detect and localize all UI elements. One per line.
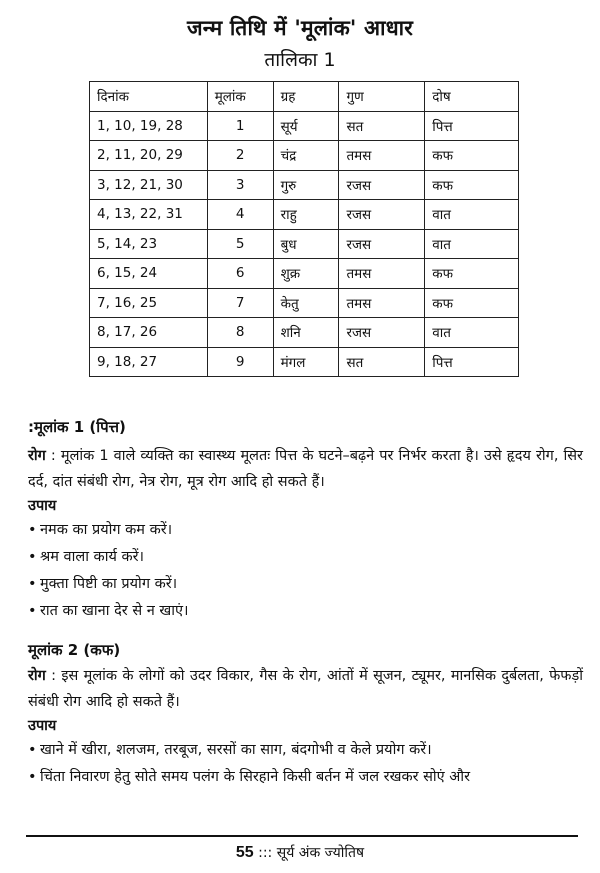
cell-planet: राहु	[273, 200, 339, 230]
cell-dosha: कफ	[425, 259, 519, 289]
cell-dosha: कफ	[425, 141, 519, 171]
column-header-date: दिनांक	[90, 82, 208, 112]
list-item: • चिंता निवारण हेतु सोते समय पलंग के सिरहाने किसी बर्तन में जल रखकर सोएं और	[28, 764, 583, 791]
upay-label: उपाय	[28, 718, 57, 734]
cell-dates: 6, 15, 24	[90, 259, 208, 289]
cell-dates: 7, 16, 25	[90, 288, 208, 318]
cell-planet: मंगल	[273, 347, 339, 377]
cell-dates: 3, 12, 21, 30	[90, 170, 208, 200]
list-item: • मुक्ता पिष्टी का प्रयोग करें।	[28, 571, 583, 598]
list-item: • खाने में खीरा, शलजम, तरबूज, सरसों का साग, बंदगोभी व केले प्रयोग करें।	[28, 737, 583, 764]
cell-guna: तमस	[339, 288, 425, 318]
bullet-icon: •	[28, 742, 37, 758]
cell-dosha: कफ	[425, 288, 519, 318]
table-row	[90, 141, 519, 171]
cell-guna: तमस	[339, 141, 425, 171]
cell-guna: रजस	[339, 318, 425, 348]
section-heading: मूलांक 2 (कफ)	[28, 641, 121, 659]
cell-guna: सत	[339, 111, 425, 141]
cell-dates: 8, 17, 26	[90, 318, 208, 348]
cell-mulank: 6	[207, 259, 273, 289]
cell-mulank: 5	[207, 229, 273, 259]
book-title: सूर्य अंक ज्योतिष	[276, 845, 365, 861]
cell-planet: बुध	[273, 229, 339, 259]
upay-label: उपाय	[28, 498, 57, 514]
cell-guna: सत	[339, 347, 425, 377]
section-mulank-2	[28, 640, 583, 791]
page-number: 55	[235, 844, 254, 861]
cell-mulank: 2	[207, 141, 273, 171]
rog-paragraph	[28, 663, 583, 715]
bullet-icon: •	[28, 603, 37, 619]
column-header-guna: गुण	[339, 82, 425, 112]
table-row	[90, 288, 519, 318]
bullet-icon: •	[28, 522, 37, 538]
cell-planet: शनि	[273, 318, 339, 348]
cell-planet: शुक्र	[273, 259, 339, 289]
cell-mulank: 1	[207, 111, 273, 141]
cell-dosha: वात	[425, 229, 519, 259]
cell-mulank: 9	[207, 347, 273, 377]
cell-planet: गुरु	[273, 170, 339, 200]
table-row	[90, 259, 519, 289]
table-row	[90, 111, 519, 141]
cell-dates: 1, 10, 19, 28	[90, 111, 208, 141]
cell-planet: चंद्र	[273, 141, 339, 171]
footer-divider	[26, 835, 578, 837]
cell-dosha: पित्त	[425, 347, 519, 377]
rog-label: रोग	[28, 448, 46, 464]
cell-guna: रजस	[339, 229, 425, 259]
cell-mulank: 7	[207, 288, 273, 318]
table-row	[90, 318, 519, 348]
cell-mulank: 3	[207, 170, 273, 200]
mulank-table	[89, 81, 519, 377]
cell-mulank: 8	[207, 318, 273, 348]
section-heading: :मूलांक 1 (पित्त)	[28, 418, 126, 436]
cell-dosha: पित्त	[425, 111, 519, 141]
cell-dosha: कफ	[425, 170, 519, 200]
cell-dates: 5, 14, 23	[90, 229, 208, 259]
table-header-row	[90, 82, 519, 112]
list-item: • श्रम वाला कार्य करें।	[28, 544, 583, 571]
cell-planet: सूर्य	[273, 111, 339, 141]
cell-guna: रजस	[339, 170, 425, 200]
rog-paragraph	[28, 443, 583, 495]
rog-label: रोग	[28, 668, 46, 684]
footer-separator: :::	[258, 845, 273, 861]
table-caption: तालिका 1	[264, 49, 336, 71]
table-row	[90, 170, 519, 200]
bullet-icon: •	[28, 549, 37, 565]
list-item: • रात का खाना देर से न खाएं।	[28, 598, 583, 625]
cell-dosha: वात	[425, 200, 519, 230]
page-title: जन्म तिथि में 'मूलांक' आधार	[186, 16, 414, 40]
page-footer	[0, 843, 600, 862]
table-row	[90, 229, 519, 259]
cell-dosha: वात	[425, 318, 519, 348]
section-mulank-1	[28, 417, 583, 625]
rog-text: : मूलांक 1 वाले व्यक्ति का स्वास्थ्य मूलतः पित्त के घटने–बढ़ने पर निर्भर करता है। उसे हृदय रोग, सिर दर्द, दांत संबंधी रोग, नेत्र रोग, मूत्र रोग आदि हो सकते हैं।	[28, 448, 583, 490]
cell-dates: 9, 18, 27	[90, 347, 208, 377]
cell-dates: 2, 11, 20, 29	[90, 141, 208, 171]
cell-planet: केतु	[273, 288, 339, 318]
column-header-planet: ग्रह	[273, 82, 339, 112]
column-header-mulank: मूलांक	[207, 82, 273, 112]
bullet-icon: •	[28, 769, 37, 785]
cell-dates: 4, 13, 22, 31	[90, 200, 208, 230]
cell-guna: तमस	[339, 259, 425, 289]
cell-mulank: 4	[207, 200, 273, 230]
bullet-icon: •	[28, 576, 37, 592]
rog-text: : इस मूलांक के लोगों को उदर विकार, गैस के रोग, आंतों में सूजन, ट्यूमर, मानसिक दुर्बलता, फेफड़ों संबंधी रोग आदि हो सकते हैं।	[28, 668, 583, 710]
table-row	[90, 347, 519, 377]
column-header-dosha: दोष	[425, 82, 519, 112]
list-item: • नमक का प्रयोग कम करें।	[28, 517, 583, 544]
table-row	[90, 200, 519, 230]
cell-guna: रजस	[339, 200, 425, 230]
